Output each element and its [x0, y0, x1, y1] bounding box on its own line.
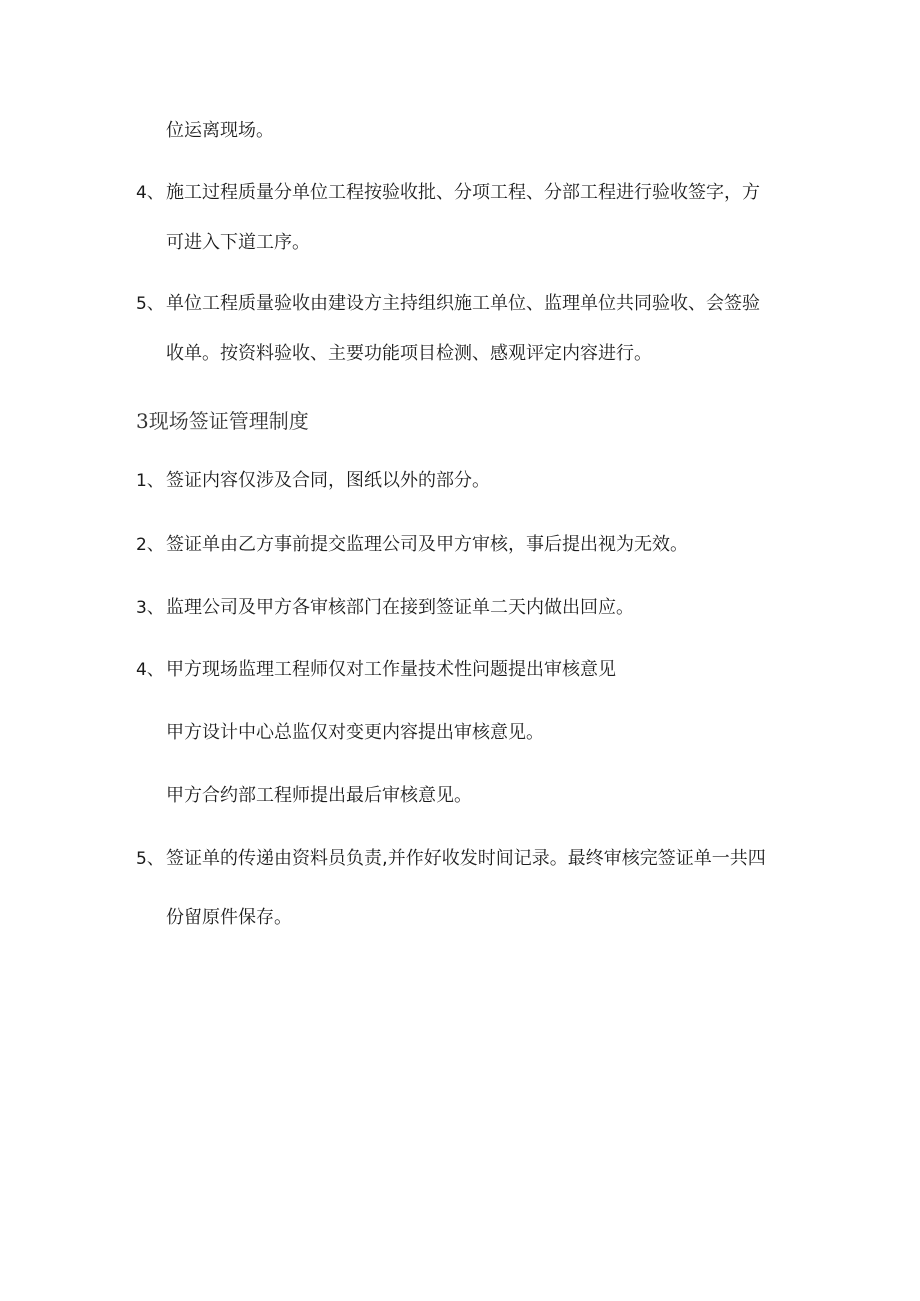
list-number: 3、 [136, 598, 164, 618]
list-item-text: 甲方现场监理工程师仅对工作量技术性问题提出审核意见 [166, 659, 616, 680]
paragraph-line: 份留原件保存。 [166, 907, 292, 928]
paragraph-line: 位运离现场。 [166, 120, 274, 141]
list-number: 2、 [136, 535, 164, 555]
list-item-text: 施工过程质量分单位工程按验收批、分项工程、分部工程进行验收签字，方 [166, 182, 760, 203]
list-number: 4、 [136, 660, 164, 680]
list-item-text: 签证内容仅涉及合同，图纸以外的部分。 [166, 470, 490, 491]
list-item-text: 签证单由乙方事前提交监理公司及甲方审核，事后提出视为无效。 [166, 534, 688, 555]
list-item-text: 签证单的传递由资料员负责,并作好收发时间记录。最终审核完签证单一共四 [166, 848, 766, 869]
paragraph-line: 可进入下道工序。 [166, 232, 310, 253]
list-number: 1、 [136, 471, 164, 491]
list-number: 5、 [136, 849, 164, 869]
paragraph-line: 收单。按资料验收、主要功能项目检测、感观评定内容进行。 [166, 343, 652, 364]
list-number: 5、 [136, 294, 164, 314]
list-item-text: 监理公司及甲方各审核部门在接到签证单二天内做出回应。 [166, 597, 634, 618]
list-number: 4、 [136, 183, 164, 203]
section-heading: 3现场签证管理制度 [136, 409, 309, 433]
list-item-text: 单位工程质量验收由建设方主持组织施工单位、监理单位共同验收、会签验 [166, 293, 760, 314]
paragraph-line: 甲方设计中心总监仅对变更内容提出审核意见。 [166, 722, 544, 743]
paragraph-line: 甲方合约部工程师提出最后审核意见。 [166, 785, 472, 806]
